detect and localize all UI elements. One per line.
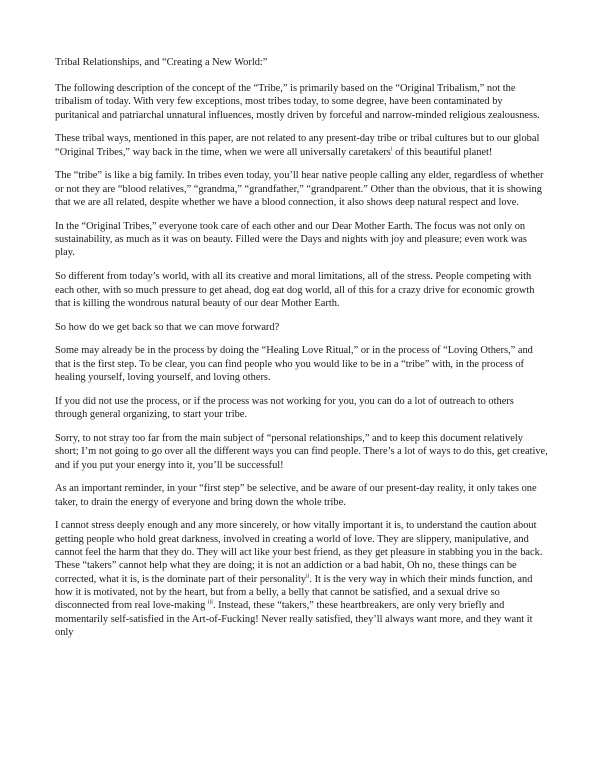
paragraph-11	[55, 519, 548, 639]
paragraph-11-text-before: I cannot stress deeply enough and any more sincerely, or how vitally important it is, to understand the caution about getting people who hold great darkness, involved in creating a world of love. They are slippery, manipulative, and cannot feel the harm that they do. They will act like your best friend, as they get pleasure in stabbing you in the back. These “takers” cannot help what they are doing; it is not an addiction or a bad habit, Oh no, these things can be corrected, what it is, is the dominate part of their personality	[55, 520, 543, 585]
footnote-marker-iii: iii	[207, 599, 213, 606]
document-title: Tribal Relationships, and “Creating a New World:”	[55, 57, 268, 68]
paragraph-2-text-before: These tribal ways, mentioned in this paper, are not related to any present-day tribe or tribal cultures but to our global “Original Tribes,” way back in the time, when we were all universally caretakers	[55, 133, 540, 158]
footnote-marker-ii: ii	[306, 573, 310, 580]
paragraph-10: As an important reminder, in your “first step” be selective, and be aware of our present-day reality, it only takes one taker, to drain the energy of everyone and bring down the whole tribe.	[55, 483, 537, 508]
paragraph-6: So how do we get back so that we can move forward?	[55, 321, 280, 333]
paragraph-11-text-middle: . It is the very way in which their minds function, and how it is motivated, not by the heart, but from a belly, a belly that cannot be satisfied, and a sexual drive so disconnected from real love-making	[55, 573, 533, 612]
paragraph-7: Some may already be in the process by doing the “Healing Love Ritual,” or in the process of “Loving Others,” and that is the first step. To be clear, you can find people who you would like to be in a “tribe” with, in the process of healing yourself, loving yourself, and loving others.	[55, 345, 533, 384]
paragraph-8: If you did not use the process, or if the process was not working for you, you can do a lot of outreach to others through general organizing, to start your tribe.	[55, 395, 514, 421]
paragraph-2-text-after: of this beautiful planet!	[392, 146, 493, 158]
paragraph-4: In the “Original Tribes,” everyone took care of each other and our Dear Mother Earth. The focus was not only on sustainability, as much as it was on beauty. Filled were the Days and nights with joy and pleasure; even work was play.	[55, 220, 527, 259]
paragraph-1: The following description of the concept of the “Tribe,” is primarily based on the “Original Tribalism,” not the tribalism of today. With very few exceptions, most tribes today, to some degree, have been contaminated by puritanical and patriarchal unnatural influences, mostly driven by forceful and narrow-minded religious zealousness.	[55, 83, 540, 121]
paragraph-11-text-after: . Instead, these “takers,” these heartbreakers, are only very briefly and momentarily self-satisfied in the Art-of-Fucking! Never really satisfied, they’ll always want more, and they want it only	[55, 600, 533, 638]
footnote-marker-i: i	[390, 146, 393, 153]
paragraph-9: Sorry, to not stray too far from the main subject of “personal relationships,” and to keep this document relatively short; I’m not going to go over all the different ways you can find people. There’s a lot of ways to do this, get creative, and if you put your energy into it, you’ll be successful!	[55, 432, 548, 471]
paragraph-5: So different from today’s world, with all its creative and moral limitations, all of the stress. People competing with each other, with so much pressure to get ahead, dog eat dog world, all of this for a crazy drive for economic growth that is killing the wondrous natural beauty of our dear Mother Earth.	[55, 271, 535, 309]
paragraph-2	[55, 132, 548, 159]
paragraph-3: The “tribe” is like a big family. In tribes even today, you’ll hear native people calling any elder, regardless of whether or not they are “blood relatives,” “grandma,” “grandfather,” “grandparent.” Other than the obvious, that it is showing that we are all related, despite whether we have a blood connection, it also shows deep natural respect and love.	[55, 170, 544, 209]
